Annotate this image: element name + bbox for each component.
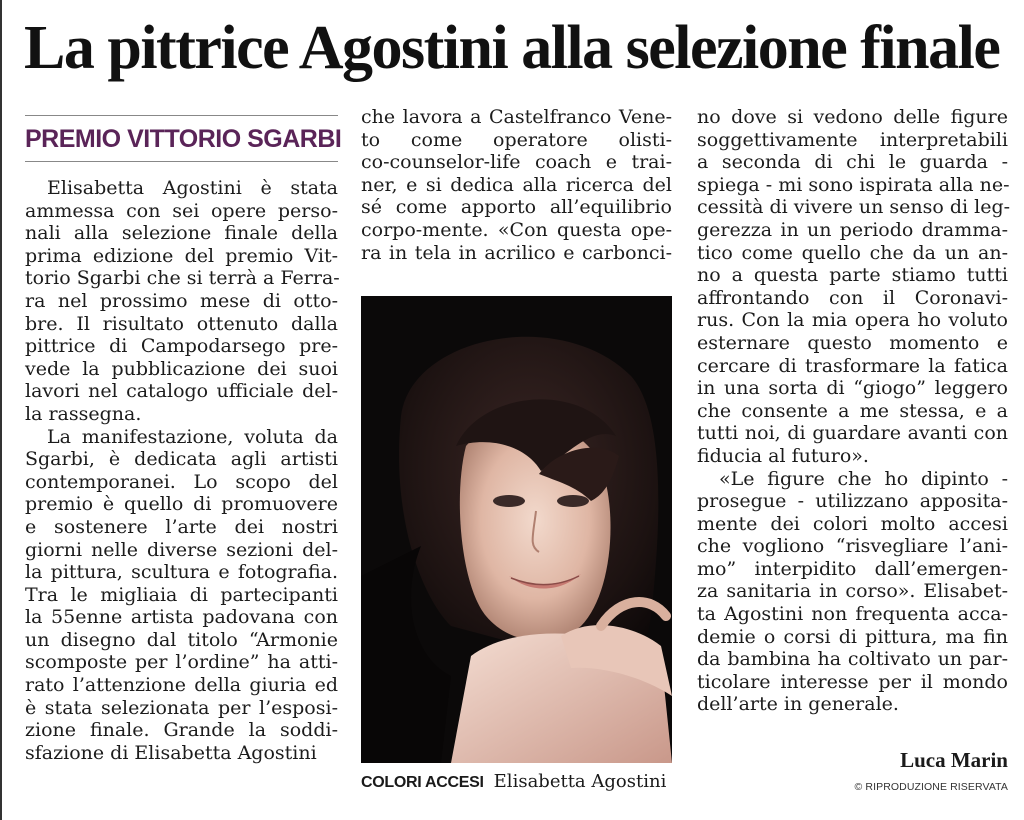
text-line: co-counselor-life coach e trai- [361, 151, 672, 174]
text-line: ner, e si dedica alla ricerca del [361, 173, 672, 196]
text-line: torio Sgarbi che si terrà a Ferra- [25, 267, 340, 290]
portrait-photo [361, 296, 672, 763]
text-line: cessità di vivere un senso di leg- [697, 196, 1011, 219]
kicker-rule-top [25, 115, 338, 116]
text-line: scomposte per l’ordine” ha atti- [25, 651, 338, 674]
text-line: za sanitaria in corso». Elisabet- [697, 580, 1008, 603]
copyright-notice: © RIPRODUZIONE RISERVATA [854, 781, 1008, 793]
text-line: La manifestazione, voluta da [47, 425, 338, 448]
text-line: no dove si vedono delle figure [697, 106, 1008, 128]
kicker-rule-bottom [25, 161, 338, 162]
article-column-3 [697, 106, 1011, 716]
text-line: zione finale. Grande la soddi- [25, 719, 338, 742]
text-line: cercare di trasformare la fatica [697, 354, 1008, 377]
text-line: prosegue - utilizzano apposita- [697, 490, 1008, 513]
text-line: Tra le migliaia di partecipanti [25, 583, 338, 606]
text-line: fiducia al futuro». [697, 444, 869, 467]
text-line: demie o corsi di pittura, ma fin [697, 625, 1008, 648]
text-line: sé come apporto all’equilibrio [361, 196, 672, 219]
text-line: sfazione di Elisabetta Agostini [25, 741, 317, 764]
text-line: che lavora a Castelfranco Vene- [361, 106, 672, 128]
text-line: contemporanei. Lo scopo del [25, 470, 338, 493]
caption-name: Elisabetta Agostini [493, 771, 667, 792]
text-line: e sostenere l’arte dei nostri [25, 515, 338, 538]
text-line: un disegno dal titolo “Armonie [25, 628, 338, 651]
text-line: prima edizione del premio Vit- [25, 244, 338, 267]
text-line: no a questa parte stiamo tutti [697, 264, 1008, 287]
text-line: esternare questo momento e [697, 331, 1008, 354]
text-line: corpo-mente. «Con questa ope- [361, 218, 672, 241]
text-line: affrontando con il Coronavi- [697, 286, 1008, 309]
text-line: è stata selezionata per l’esposi- [25, 696, 338, 719]
text-line: Elisabetta Agostini è stata [47, 177, 338, 199]
text-line: ra in tela in acrilico e carbonci- [361, 241, 672, 264]
text-line: premio è quello di promuovere [25, 493, 338, 516]
text-line: mo” interpidito dall’emergen- [697, 557, 1008, 580]
page-left-rule [0, 0, 2, 820]
caption-label: COLORI ACCESI [361, 774, 484, 791]
text-line: soggettivamente interpretabili [697, 128, 1008, 151]
photo-caption [361, 768, 672, 794]
text-line: la 55enne artista padovana con [25, 606, 338, 629]
kicker: PREMIO VITTORIO SGARBI [25, 125, 342, 153]
text-line: gerezza in un periodo dramma- [697, 218, 1008, 241]
text-line: dell’arte in generale. [697, 693, 899, 716]
text-line: la rassegna. [25, 402, 142, 425]
text-line: da bambina ha coltivato un par- [697, 648, 1008, 671]
text-line: bre. Il risultato ottenuto dalla [25, 312, 338, 335]
text-line: nali alla selezione finale della [25, 222, 338, 245]
text-line: ta Agostini non frequenta acca- [697, 603, 1008, 626]
text-line: pittrice di Campodarsego pre- [25, 335, 338, 358]
text-line: «Le figure che ho dipinto - [719, 467, 1008, 490]
text-line: a seconda di chi le guarda - [697, 151, 1008, 174]
text-line: ra nel prossimo mese di otto- [25, 289, 338, 312]
article-column-1 [25, 177, 338, 764]
text-line: mente dei colori molto accesi [697, 512, 1008, 535]
text-line: giorni nelle diverse sezioni del- [25, 538, 338, 561]
text-line: la pittura, scultura e fotografia. [25, 561, 338, 584]
text-line: spiega - mi sono ispirata alla ne- [697, 173, 1010, 196]
byline: Luca Marin [900, 748, 1008, 772]
article-column-2 [361, 106, 672, 264]
text-line: tico come quello che da un an- [697, 241, 1008, 264]
text-line: to come operatore olisti- [361, 128, 672, 151]
text-line: tutti noi, di guardare avanti con [697, 422, 1008, 445]
text-line: lavori nel catalogo ufficiale del- [25, 380, 338, 403]
text-line: Sgarbi, è dedicata agli artisti [25, 448, 338, 471]
text-line: rato l’attenzione della giuria ed [25, 674, 338, 697]
text-line: che consente a me stessa, e a [697, 399, 1008, 422]
text-line: in una sorta di “giogo” leggero [697, 377, 1008, 400]
text-line: vede la pubblicazione dei suoi [25, 357, 338, 380]
headline: La pittrice Agostini alla selezione finale [24, 14, 1000, 82]
text-line: che vogliono “risvegliare l’ani- [697, 535, 1008, 558]
text-line: rus. Con la mia opera ho voluto [697, 309, 1008, 332]
text-line: ammessa con sei opere perso- [25, 199, 338, 222]
text-line: ticolare interesse per il mondo [697, 670, 1008, 693]
